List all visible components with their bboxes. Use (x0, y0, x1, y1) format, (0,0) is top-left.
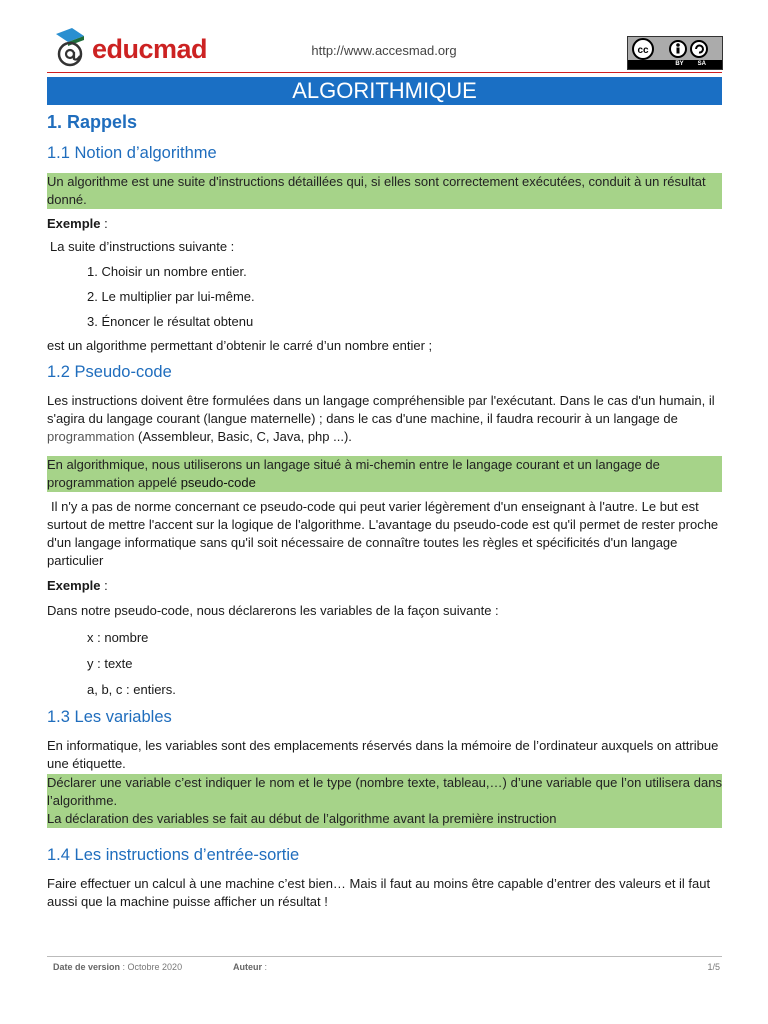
page-title: ALGORITHMIQUE (47, 77, 722, 105)
section-heading-rappels: 1. Rappels (47, 112, 138, 132)
footer-version: Date de version : Octobre 2020 (53, 962, 183, 972)
footer-page-number: 1/5 (707, 962, 720, 972)
svg-text:cc: cc (637, 45, 649, 56)
example-label-2: Exemple : (47, 578, 108, 593)
paragraph-instructions: Les instructions doivent être formulées dans un langage compréhensible par l'exécutant. Dans le cas d'un humain, il s'agira du langage courant (langue maternelle) ; dans le cas d'une machine, il faudra recourir à un langage de programmation (Assembleur, Basic, C, Java, php ...). (47, 393, 715, 444)
example-intro: La suite d’instructions suivante : (50, 239, 235, 254)
heading-notion-algorithme: 1.1 Notion d’algorithme (47, 144, 217, 162)
site-url[interactable]: http://www.accesmad.org (311, 43, 457, 58)
declaration-y: y : texte (87, 656, 133, 671)
paragraph-norme: Il n'y a pas de norme concernant ce pseudo-code qui peut varier légèrement d'un enseignant à l'autre. Le but est surtout de mettre l'accent sur la logique de l'algorithme. L'avantage du pseudo-code est qu'il permet de rester proche d'un langage informatique sans qu'il soit nécessaire de connaître toutes les règles et spécificités d'un langage particulier (47, 499, 719, 568)
paragraph-variables: En informatique, les variables sont des emplacements réservés dans la mémoire de l’ordinateur auxquels on attribue une étiquette. (47, 738, 719, 771)
highlight-declaration (47, 774, 722, 828)
heading-variables: 1.3 Les variables (47, 708, 172, 726)
declaration-x: x : nombre (87, 630, 149, 645)
cc-license-badge (627, 36, 723, 70)
cc-sa-label: SA (697, 61, 706, 67)
header-rule (47, 72, 722, 73)
highlight-declaration-line1: Déclarer une variable c’est indiquer le nom et le type (nombre texte, tableau,…) d’une variable que l’on utilisera dans l’algorithme. (47, 775, 722, 808)
step-2: 2. Le multiplier par lui-même. (87, 289, 255, 304)
step-1: 1. Choisir un nombre entier. (87, 264, 247, 279)
highlight-pseudo-code: En algorithmique, nous utiliserons un langage situé à mi-chemin entre le langage courant et un langage de programmation appelé pseudo-code (47, 456, 722, 492)
step-3: 3. Énoncer le résultat obtenu (87, 314, 254, 329)
footer-rule (47, 956, 722, 957)
footer-author: Auteur : (233, 962, 268, 972)
highlight-definition: Un algorithme est une suite d'instructions détaillées qui, si elles sont correctement exécutées, conduit à un résultat donné. (47, 173, 722, 209)
declaration-intro: Dans notre pseudo-code, nous déclarerons les variables de la façon suivante : (47, 603, 499, 618)
declaration-abc: a, b, c : entiers. (87, 682, 176, 697)
example-conclusion: est un algorithme permettant d’obtenir le carré d’un nombre entier ; (47, 338, 433, 353)
highlight-declaration-line2: La déclaration des variables se fait au début de l’algorithme avant la première instruction (47, 811, 557, 826)
heading-pseudo-code: 1.2 Pseudo-code (47, 363, 172, 381)
cc-by-label: BY (675, 61, 684, 67)
logo-text: educmad (92, 34, 208, 64)
programmation-link[interactable]: programmation (47, 429, 135, 444)
paragraph-entree-sortie: Faire effectuer un calcul à une machine c’est bien… Mais il faut au moins être capable d’entrer des valeurs et il faut aussi que la machine puisse afficher un résultat ! (47, 876, 711, 909)
example-label-1: Exemple : (47, 216, 108, 231)
cc-by-sa-icon (628, 37, 722, 60)
heading-entree-sortie: 1.4 Les instructions d’entrée-sortie (47, 846, 300, 864)
